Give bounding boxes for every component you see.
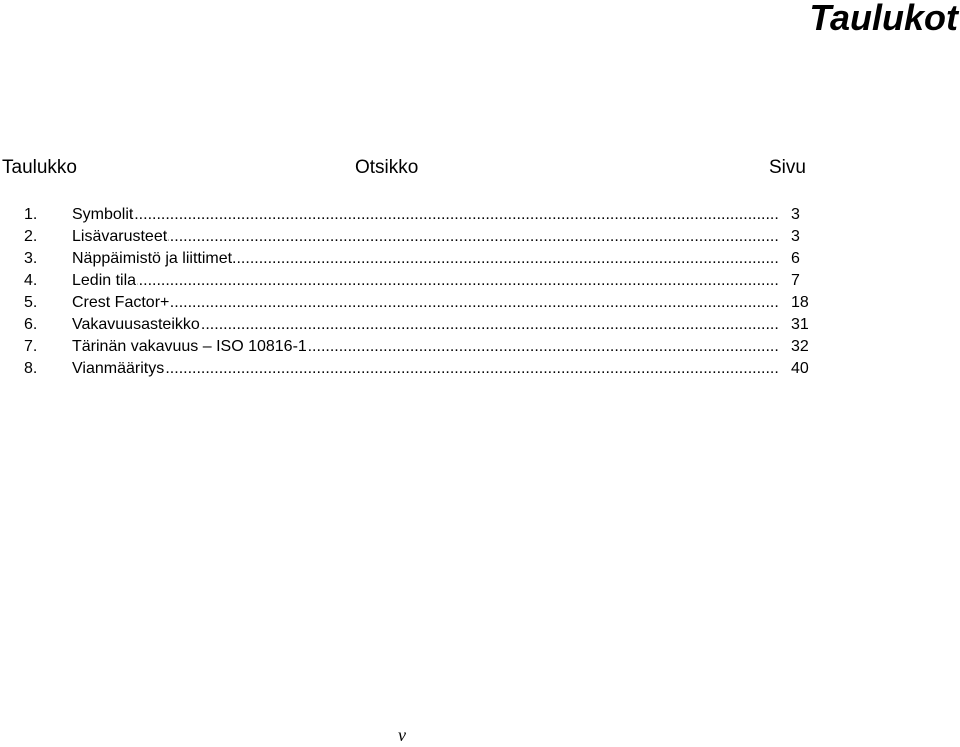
toc-entry-title[interactable]: Näppäimistö ja liittimet ..... (72, 248, 778, 270)
toc-entry-title[interactable]: Lisävarusteet ..... (72, 226, 778, 248)
toc-entry[interactable] (0, 314, 960, 336)
toc-entry-title[interactable]: Vianmääritys ..... (72, 358, 778, 380)
toc-entry-page: 3 (791, 206, 800, 223)
page-title: Taulukot (809, 0, 958, 38)
toc-entry-page: 18 (791, 294, 809, 311)
toc-entry-number: 3. (24, 250, 38, 267)
toc-entry-number: 6. (24, 316, 38, 333)
table-of-tables (0, 204, 960, 380)
toc-entry-page: 32 (791, 338, 809, 355)
toc-entry[interactable] (0, 358, 960, 380)
footer-page-number: v (398, 725, 406, 745)
toc-entry[interactable] (0, 292, 960, 314)
column-header-page: Sivu (769, 157, 806, 178)
toc-entry-title[interactable]: Tärinän vakavuus – ISO 10816-1 ..... (72, 336, 778, 358)
toc-entry[interactable] (0, 204, 960, 226)
toc-entry-number: 4. (24, 272, 38, 289)
toc-entry-title[interactable]: Symbolit ..... (72, 204, 778, 226)
toc-entry[interactable] (0, 248, 960, 270)
toc-entry-title[interactable]: Crest Factor+ ..... (72, 292, 778, 314)
toc-entry[interactable] (0, 270, 960, 292)
toc-entry[interactable] (0, 226, 960, 248)
toc-entry-page: 3 (791, 228, 800, 245)
toc-entry-page: 7 (791, 272, 800, 289)
column-header-title: Otsikko (355, 157, 419, 178)
toc-entry-number: 7. (24, 338, 38, 355)
column-header-table: Taulukko (2, 157, 77, 178)
toc-entry-page: 31 (791, 316, 809, 333)
toc-entry-page: 40 (791, 360, 809, 377)
toc-entry[interactable] (0, 336, 960, 358)
toc-entry-title[interactable]: Ledin tila ..... (72, 270, 778, 292)
toc-entry-page: 6 (791, 250, 800, 267)
toc-entry-title[interactable]: Vakavuusasteikko ..... (72, 314, 778, 336)
toc-entry-number: 8. (24, 360, 38, 377)
toc-entry-number: 1. (24, 206, 38, 223)
toc-entry-number: 5. (24, 294, 38, 311)
toc-entry-number: 2. (24, 228, 38, 245)
